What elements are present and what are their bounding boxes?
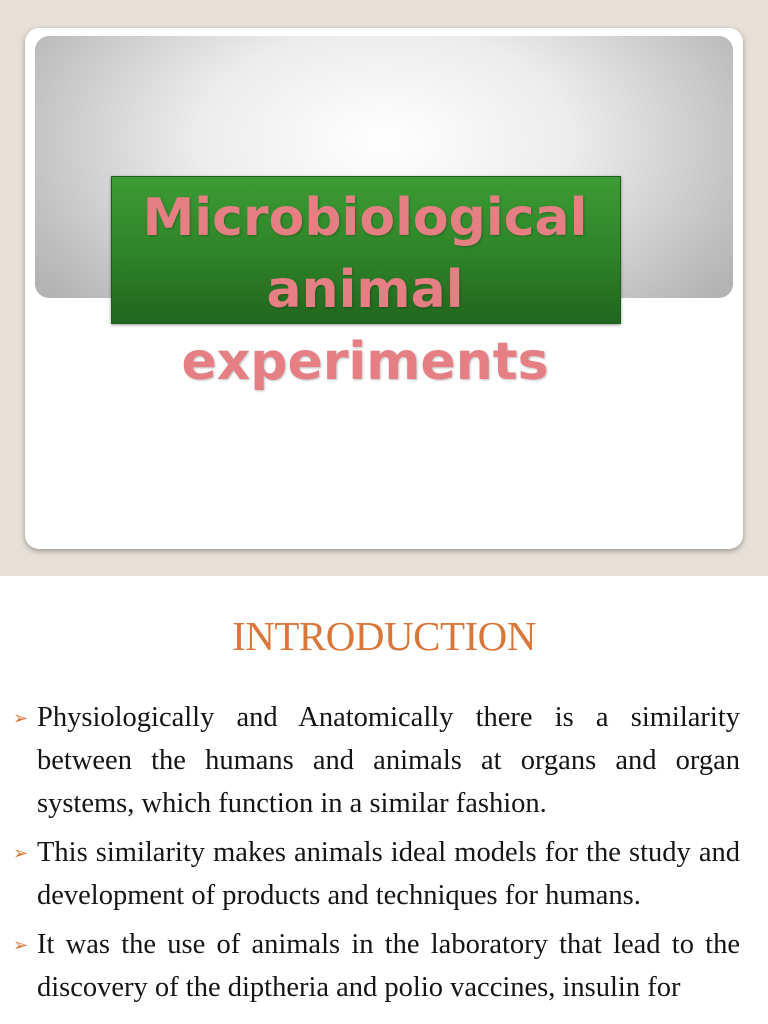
bullet-item [0,696,768,825]
arrow-bullet-icon: ➢ [13,935,29,956]
arrow-bullet-icon: ➢ [13,843,29,864]
title-line-2: animal [266,260,464,320]
arrow-bullet-icon: ➢ [13,708,29,729]
bullet-text: This similarity makes animals ideal models for the study and development of products and techniques for humans. [37,837,740,911]
title-line-1: Microbiological [142,188,588,248]
bullet-item [0,831,768,917]
bullet-text: It was the use of animals in the laboratory that lead to the discovery of the diptheria and polio vaccines, insulin for [37,929,740,1003]
bullet-list [0,696,768,1015]
bullet-text: Physiologically and Anatomically there is a similarity between the humans and animals at organs and organ systems, which function in a similar fashion. [37,702,740,819]
introduction-heading: INTRODUCTION [232,613,536,659]
slide-title [95,182,635,398]
title-line-3: experiments [181,332,549,392]
bullet-item [0,923,768,1009]
title-slide [25,28,743,549]
introduction-page [0,576,768,1024]
